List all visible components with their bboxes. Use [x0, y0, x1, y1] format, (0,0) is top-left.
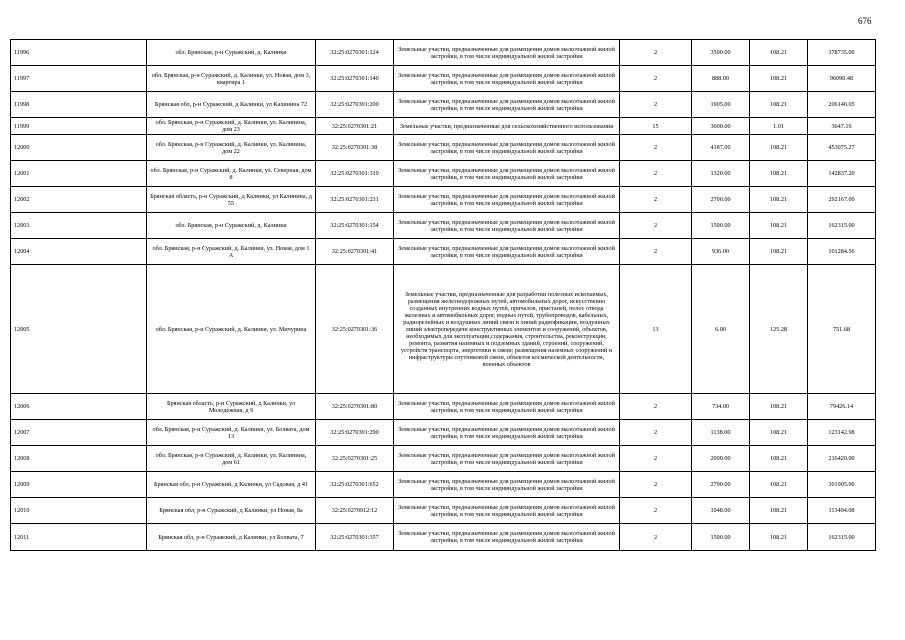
land-use-cell: Земельные участки, предназначенные для размещения домов малоэтажной жилой застройки, в том числе индивидуальной жилой застройки: [394, 40, 620, 66]
table-body: [11, 40, 876, 551]
row-number: 12004: [11, 239, 147, 265]
cadastral-number-cell: 32:25:0270301:200: [316, 92, 394, 118]
cadastral-value-cell: 206140.05: [808, 92, 876, 118]
group-cell: 2: [620, 446, 692, 472]
cadastral-number-cell: 32:25:0270301:357: [316, 524, 394, 551]
table-row: [11, 498, 876, 524]
land-use-cell: Земельные участки, предназначенные для разработки полезных ископаемых, размещения железнодорожных путей, автомобильных дорог, искусственно созданных внутренних водных путей, причалов, пристаней, полос отвода железных и автомобильных дорог, водных путей, трубопроводов, кабельных, радиорелейных и воздушных линий связи и линий радиофикации, воздушных линий электропередачи конструктивных элементов и сооружений, объектов, необходимых для эксплуатации,содержания, строительства, реконструкции, ремонта, развития наземных и подземных зданий, строений, сооружений, устройств транспорта, энергетики и связи; размещения наземных сооружений и инфраструктуры спутниковой связи, объектов космической деятельности, военных объектов: [394, 265, 620, 394]
rate-cell: 1.01: [750, 118, 808, 135]
group-cell: 2: [620, 187, 692, 213]
group-cell: 2: [620, 161, 692, 187]
rate-cell: 108.21: [750, 472, 808, 498]
land-use-cell: Земельные участки, предназначенные для размещения домов малоэтажной жилой застройки, в том числе индивидуальной жилой застройки: [394, 187, 620, 213]
rate-cell: 108.21: [750, 420, 808, 446]
address-cell: обл. Брянская, р-н Суражский, д. Калинки, ул. Новая, дом 1 А: [147, 239, 316, 265]
table-row: [11, 213, 876, 239]
cadastral-value-cell: 96090.48: [808, 66, 876, 92]
land-use-cell: Земельные участки, предназначенные для размещения домов малоэтажной жилой застройки, в том числе индивидуальной жилой застройки: [394, 524, 620, 551]
rate-cell: 108.21: [750, 40, 808, 66]
cadastral-value-cell: 142837.20: [808, 161, 876, 187]
cadastral-number-cell: 32:25:0270301:231: [316, 187, 394, 213]
rate-cell: 108.21: [750, 187, 808, 213]
table-row: [11, 394, 876, 420]
group-cell: 2: [620, 135, 692, 161]
cadastral-number-cell: 32:25:0270301:140: [316, 66, 394, 92]
area-cell: 2790.00: [692, 472, 750, 498]
area-cell: 1500.00: [692, 524, 750, 551]
address-cell: обл. Брянская, р-н Суражский, д. Калинки, ул. Калинина, дом 22: [147, 135, 316, 161]
rate-cell: 108.21: [750, 161, 808, 187]
cadastral-number-cell: 32:25:0270301:25: [316, 446, 394, 472]
land-use-cell: Земельные участки, предназначенные для размещения домов малоэтажной жилой застройки, в том числе индивидуальной жилой застройки: [394, 394, 620, 420]
rate-cell: 108.21: [750, 92, 808, 118]
area-cell: 4187.00: [692, 135, 750, 161]
table-row: [11, 161, 876, 187]
rate-cell: 108.21: [750, 66, 808, 92]
cadastral-number-cell: 32:25:0270301:154: [316, 213, 394, 239]
row-number: 12006: [11, 394, 147, 420]
rate-cell: 108.21: [750, 135, 808, 161]
row-number: 12002: [11, 187, 147, 213]
row-number: 12005: [11, 265, 147, 394]
cadastral-value-cell: 216420.00: [808, 446, 876, 472]
land-use-cell: Земельные участки, предназначенные для размещения домов малоэтажной жилой застройки, в том числе индивидуальной жилой застройки: [394, 161, 620, 187]
row-number: 12000: [11, 135, 147, 161]
cadastral-value-cell: 292167.00: [808, 187, 876, 213]
area-cell: 1048.00: [692, 498, 750, 524]
cadastral-value-cell: 113404.08: [808, 498, 876, 524]
address-cell: обл. Брянская, р-н Суражский, д. Калинки, ул. Калинина, дом 23: [147, 118, 316, 135]
row-number: 11999: [11, 118, 147, 135]
table-row: [11, 472, 876, 498]
rate-cell: 125.28: [750, 265, 808, 394]
row-number: 12003: [11, 213, 147, 239]
area-cell: 6.00: [692, 265, 750, 394]
row-number: 11996: [11, 40, 147, 66]
group-cell: 2: [620, 524, 692, 551]
address-cell: Брянская обл, р-н Суражский, д Калинки, ул Садовая, д 41: [147, 472, 316, 498]
area-cell: 1138.00: [692, 420, 750, 446]
row-number: 11998: [11, 92, 147, 118]
group-cell: 2: [620, 40, 692, 66]
table-row: [11, 118, 876, 135]
land-use-cell: Земельные участки, предназначенные для размещения домов малоэтажной жилой застройки, в том числе индивидуальной жилой застройки: [394, 498, 620, 524]
cadastral-number-cell: 32:25:0270301:290: [316, 420, 394, 446]
rate-cell: 108.21: [750, 213, 808, 239]
cadastral-value-cell: 101284.56: [808, 239, 876, 265]
group-cell: 2: [620, 394, 692, 420]
group-cell: 2: [620, 66, 692, 92]
table-row: [11, 40, 876, 66]
row-number: 11997: [11, 66, 147, 92]
address-cell: Брянская область, р-н Суражский, д Калинки, ул Калинина, д 55: [147, 187, 316, 213]
cadastral-value-cell: 79426.14: [808, 394, 876, 420]
address-cell: обл. Брянская, р-н Суражский, д. Калинки, ул. Калинина, дом 61: [147, 446, 316, 472]
area-cell: 1500.00: [692, 213, 750, 239]
cadastral-value-cell: 123142.98: [808, 420, 876, 446]
cadastral-number-cell: 32:25:0270301:124: [316, 40, 394, 66]
address-cell: обл. Брянская, р-н Суражский, д. Калинки, ул. Северная, дом 8: [147, 161, 316, 187]
cadastral-number-cell: 32:25:0270301:38: [316, 135, 394, 161]
address-cell: Брянская область, р-н Суражский, д Калинки, ул Молодежная, д 9: [147, 394, 316, 420]
land-use-cell: Земельные участки, предназначенные для размещения домов малоэтажной жилой застройки, в том числе индивидуальной жилой застройки: [394, 135, 620, 161]
cadastral-value-cell: 453075.27: [808, 135, 876, 161]
land-use-cell: Земельные участки, предназначенные для размещения домов малоэтажной жилой застройки, в том числе индивидуальной жилой застройки: [394, 239, 620, 265]
row-number: 12008: [11, 446, 147, 472]
group-cell: 2: [620, 92, 692, 118]
land-registry-table: [10, 39, 876, 551]
cadastral-number-cell: 32:25:0270301:41: [316, 239, 394, 265]
address-cell: Брянская обл, р-н Суражский, д Калинки, ул Калинина 72: [147, 92, 316, 118]
row-number: 12010: [11, 498, 147, 524]
cadastral-value-cell: 162315.00: [808, 524, 876, 551]
table-row: [11, 446, 876, 472]
area-cell: 2700.00: [692, 187, 750, 213]
address-cell: обл. Брянская, р-н Суражский, д. Калинки, ул. Мичурина: [147, 265, 316, 394]
area-cell: 734.00: [692, 394, 750, 420]
cadastral-number-cell: 32:25:0270301:319: [316, 161, 394, 187]
address-cell: обл. Брянская, р-н Суражский, д. Калинки, ул. Болвата, дом 13: [147, 420, 316, 446]
area-cell: 888.00: [692, 66, 750, 92]
rate-cell: 108.21: [750, 239, 808, 265]
table-row: [11, 265, 876, 394]
group-cell: 2: [620, 472, 692, 498]
cadastral-value-cell: 162315.00: [808, 213, 876, 239]
table-row: [11, 187, 876, 213]
cadastral-number-cell: 32:25:0270301:21: [316, 118, 394, 135]
table-row: [11, 239, 876, 265]
land-use-cell: Земельные участки, предназначенные для размещения домов малоэтажной жилой застройки, в том числе индивидуальной жилой застройки: [394, 420, 620, 446]
cadastral-value-cell: 301905.90: [808, 472, 876, 498]
page-number: 676: [858, 16, 872, 26]
group-cell: 2: [620, 239, 692, 265]
address-cell: обл. Брянская, р-н Суражский, д. Калинки: [147, 213, 316, 239]
area-cell: 936.00: [692, 239, 750, 265]
land-use-cell: Земельные участки, предназначенные для размещения домов малоэтажной жилой застройки, в том числе индивидуальной жилой застройки: [394, 66, 620, 92]
area-cell: 1320.00: [692, 161, 750, 187]
rate-cell: 108.21: [750, 446, 808, 472]
rate-cell: 108.21: [750, 498, 808, 524]
area-cell: 3500.00: [692, 40, 750, 66]
row-number: 12007: [11, 420, 147, 446]
land-use-cell: Земельные участки, предназначенные для размещения домов малоэтажной жилой застройки, в том числе индивидуальной жилой застройки: [394, 213, 620, 239]
address-cell: Брянская обл, р-н Суражский, д Калинки, ул Болвата, 7: [147, 524, 316, 551]
address-cell: Брянская обл, р-н Суражский, д Калинки, ул Новая, 8а: [147, 498, 316, 524]
group-cell: 2: [620, 213, 692, 239]
group-cell: 13: [620, 265, 692, 394]
cadastral-number-cell: 32:25:0270301:652: [316, 472, 394, 498]
rate-cell: 108.21: [750, 394, 808, 420]
cadastral-number-cell: 32:25:0270912:12: [316, 498, 394, 524]
group-cell: 2: [620, 498, 692, 524]
group-cell: 2: [620, 420, 692, 446]
group-cell: 15: [620, 118, 692, 135]
table-row: [11, 420, 876, 446]
area-cell: 1905.00: [692, 92, 750, 118]
table-row: [11, 66, 876, 92]
rate-cell: 108.21: [750, 524, 808, 551]
row-number: 12001: [11, 161, 147, 187]
land-use-cell: Земельные участки, предназначенные для сельскохозяйственного использования: [394, 118, 620, 135]
cadastral-value-cell: 378735.00: [808, 40, 876, 66]
address-cell: обл. Брянская, р-н Суражский, д. Калинки, ул. Новая, дом 3, квартира 1: [147, 66, 316, 92]
cadastral-value-cell: 751.68: [808, 265, 876, 394]
table-row: [11, 135, 876, 161]
cadastral-number-cell: 32:25:0270301:36: [316, 265, 394, 394]
area-cell: 2000.00: [692, 446, 750, 472]
table-row: [11, 524, 876, 551]
land-use-cell: Земельные участки, предназначенные для размещения домов малоэтажной жилой застройки, в том числе индивидуальной жилой застройки: [394, 472, 620, 498]
address-cell: обл. Брянская, р-н Суражский, д. Калинки: [147, 40, 316, 66]
cadastral-number-cell: 32:25:0270301:80: [316, 394, 394, 420]
land-use-cell: Земельные участки, предназначенные для размещения домов малоэтажной жилой застройки, в том числе индивидуальной жилой застройки: [394, 446, 620, 472]
row-number: 12009: [11, 472, 147, 498]
area-cell: 3600.00: [692, 118, 750, 135]
cadastral-value-cell: 3647.16: [808, 118, 876, 135]
table-row: [11, 92, 876, 118]
land-use-cell: Земельные участки, предназначенные для размещения домов малоэтажной жилой застройки, в том числе индивидуальной жилой застройки: [394, 92, 620, 118]
row-number: 12011: [11, 524, 147, 551]
